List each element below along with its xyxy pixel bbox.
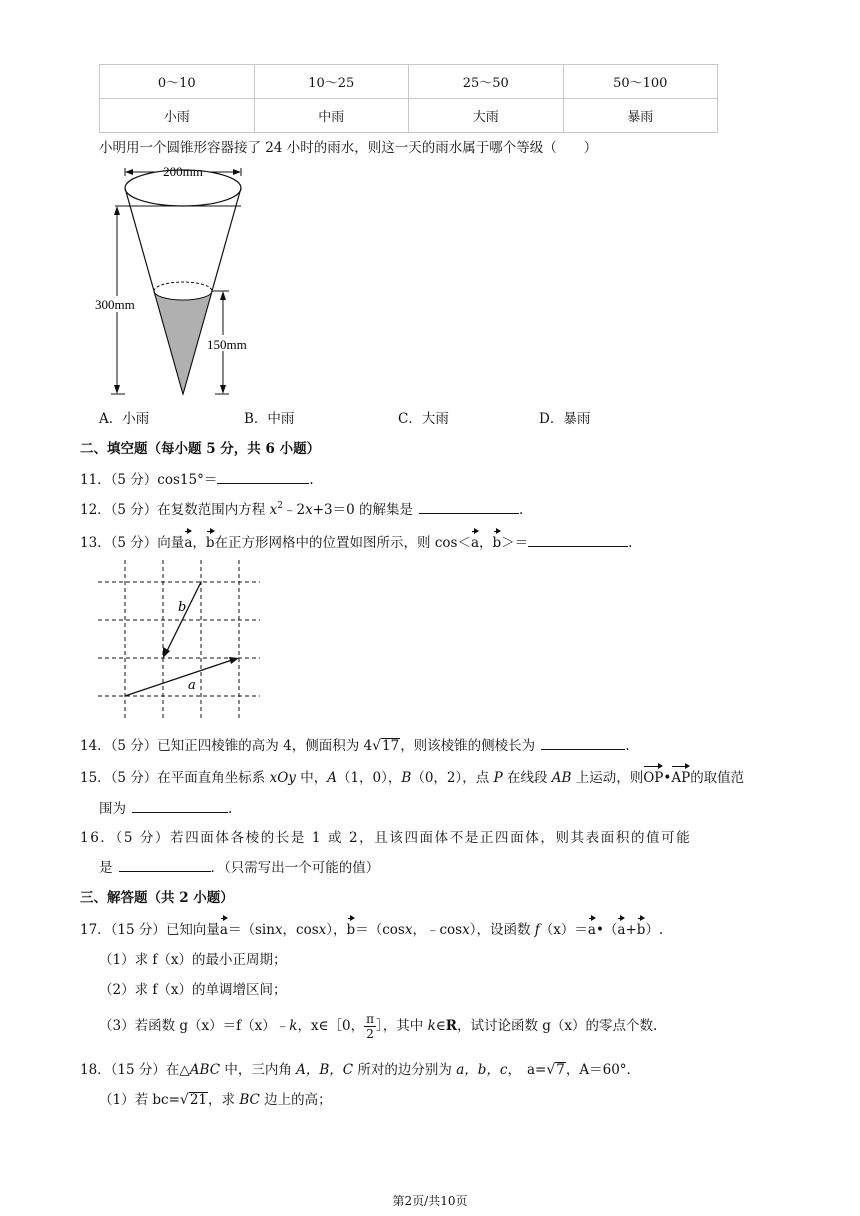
q17-var: k: [289, 1018, 298, 1034]
q17-text: ，试讨论函数 g（x）的零点个数.: [457, 1018, 658, 1034]
question-15: [80, 766, 744, 786]
q17-part-2: （2）求 f（x）的单调增区间；: [99, 982, 287, 998]
q17-text: ，其中: [382, 1018, 428, 1034]
q13-text: 13．（5 分）向量: [80, 535, 185, 551]
q13-text: 在正方形网格中的位置如图所示，则 cos＜: [214, 535, 471, 551]
answer-blank: [419, 499, 519, 514]
question-17: [80, 918, 663, 938]
cone-figure: [95, 160, 275, 400]
q15-text: 15．（5 分）在平面直角坐标系: [80, 770, 270, 786]
q15-var: B: [401, 770, 412, 786]
q15-var: xOy: [269, 770, 296, 786]
answer-blank: [119, 857, 211, 872]
table-cell: 中雨: [254, 99, 409, 133]
table-row: [100, 65, 718, 99]
q11-text: 11．（5 分）cos15°＝: [80, 472, 218, 488]
q15-text: 上运动，则: [571, 770, 644, 786]
q17-var: x: [318, 922, 327, 938]
q12-suffix: .: [518, 502, 524, 518]
q17-var: x: [274, 922, 283, 938]
answer-blank: [541, 735, 625, 750]
q17-text: •（: [595, 922, 618, 938]
q17-text: ），设函数: [469, 922, 535, 938]
q15-text: 在线段: [502, 770, 552, 786]
q18-var: A，B，C: [296, 1062, 354, 1078]
page-number: 第2页/共10页: [392, 1194, 468, 1208]
vector-a: a: [470, 535, 480, 551]
q18-text: （1）若: [99, 1092, 153, 1108]
rain-level-table: [99, 64, 718, 133]
section-title: 二、填空题（每小题 5 分，共 6 小题）: [80, 441, 321, 457]
q15-var: A: [327, 770, 337, 786]
table-cell: 50～100: [563, 65, 718, 99]
answer-blank: [217, 469, 309, 484]
q17-interval: x∈［0，: [310, 1018, 365, 1034]
q17-text: ∈: [435, 1018, 446, 1034]
q12-text: ﹣2: [282, 502, 306, 518]
q10-stem: 小明用一个圆锥形容器接了 24 小时的雨水，则这一天的雨水属于哪个等级（ ）: [99, 140, 598, 156]
vector-a: a: [617, 922, 626, 938]
water-height-label: 150mm: [207, 337, 247, 352]
q15-var: P: [493, 770, 503, 786]
vector-grid-figure: [98, 558, 266, 720]
q17-text: （x）＝: [539, 922, 588, 938]
q14-text: ，则该棱锥的侧棱长为: [400, 738, 536, 754]
q13-text: ，: [192, 535, 206, 551]
q16-text: ．（只需写出一个可能的值）: [210, 860, 380, 876]
table-cell: 0～10: [100, 65, 255, 99]
q15-text: 围为: [99, 801, 126, 817]
q16-text: 是: [99, 860, 113, 876]
q15-text: 中，: [295, 770, 328, 786]
q17-part-3: [99, 1012, 657, 1041]
q17-text: ）.: [645, 922, 664, 938]
question-11: [80, 468, 314, 488]
table-row: [100, 99, 718, 133]
q13-text: ＞＝: [501, 535, 529, 551]
q18-text: 所对的边分别为: [353, 1062, 457, 1078]
q12-text: 12．（5 分）在复数范围内方程: [80, 502, 270, 518]
q13-text: ，: [479, 535, 493, 551]
vector-b: b: [346, 922, 356, 938]
q15-suffix: .: [228, 801, 233, 817]
table-cell: 暴雨: [563, 99, 718, 133]
q17-var: x: [404, 922, 413, 938]
q17-var: f: [534, 922, 540, 938]
q14-text: 14．（5 分）已知正四棱锥的高为 4，侧面积为 4: [80, 738, 373, 754]
height-label: 300mm: [95, 297, 135, 312]
vector-b: b: [492, 535, 502, 551]
q18-var: BC: [239, 1092, 260, 1108]
q17-text: ＝（sin: [227, 922, 275, 938]
q17-text: ，cos: [282, 922, 319, 938]
option-c: C．大雨: [398, 411, 449, 427]
q17-text: （3）若函数 g（x）＝f（x）﹣: [99, 1018, 290, 1034]
question-16: 16．（5 分）若四面体各棱的长是 1 或 2，且该四面体不是正四面体，则其表面积的值可能: [80, 830, 692, 846]
q17-set: R: [445, 1018, 457, 1034]
q18-text: bc=: [152, 1092, 180, 1108]
q12-exponent: 2: [277, 501, 283, 511]
q18-text: ，A＝60°．: [565, 1062, 641, 1078]
option-d: D．暴雨: [539, 411, 591, 427]
answer-blank: [528, 532, 628, 547]
q17-text: ，﹣cos: [412, 922, 463, 938]
q15-text: •: [663, 770, 672, 786]
vector-a: a: [219, 922, 228, 938]
diameter-label: 200mm: [163, 164, 203, 179]
q17-text: ，: [297, 1018, 311, 1034]
q15-text: （0，2），点: [411, 770, 494, 786]
q17-var: k: [427, 1018, 436, 1034]
q17-text: ），: [326, 922, 347, 938]
vector-ap: AP: [671, 770, 691, 786]
q18-var: ABC: [189, 1062, 221, 1078]
q12-var: x: [305, 502, 313, 518]
table-cell: 大雨: [409, 99, 564, 133]
q11-suffix: .: [309, 472, 314, 488]
question-12: [80, 498, 523, 518]
q15-var: AB: [551, 770, 572, 786]
q18-part-1: （1）若 bc=√21，求 BC 边上的高；: [99, 1092, 332, 1108]
radicand: 21: [189, 1092, 208, 1108]
q17-part-1: （1）求 f（x）的最小正周期；: [99, 952, 287, 968]
radicand: 7: [556, 1062, 565, 1078]
q17-text: 17．（15 分）已知向量: [80, 922, 220, 938]
q18-text: ，求: [208, 1092, 240, 1108]
label-b: b: [178, 600, 187, 615]
q18-text: a=: [526, 1062, 547, 1078]
q12-var: x: [269, 502, 278, 518]
q18-text: 中，三内角: [220, 1062, 297, 1078]
q17-text: ＝（cos: [355, 922, 405, 938]
table-cell: 10～25: [254, 65, 409, 99]
question-13: [80, 531, 632, 551]
q12-text: +3＝0 的解集是: [312, 502, 413, 518]
vector-a: a: [184, 535, 193, 551]
vector-b: b: [205, 535, 215, 551]
section-title: 三、解答题（共 2 小题）: [80, 890, 234, 906]
q17-text: +: [625, 922, 637, 938]
q18-text: 18．（15 分）在△: [80, 1062, 190, 1078]
q17-interval: ］: [376, 1018, 383, 1034]
fraction-denominator: 2: [366, 1027, 374, 1041]
question-16-line2: [99, 856, 379, 876]
question-18: 18．（15 分）在△ABC 中，三内角 A，B，C 所对的边分别为 a，b，c， a=√7，A＝60°．: [80, 1062, 641, 1078]
vector-a: a: [587, 922, 596, 938]
q13-suffix: .: [628, 535, 633, 551]
fraction-numerator: π: [366, 1012, 375, 1026]
table-cell: 小雨: [100, 99, 255, 133]
q18-text: 边上的高；: [259, 1092, 332, 1108]
q18-text: ，: [507, 1062, 521, 1078]
vector-op: OP: [643, 770, 664, 786]
question-15-line2: [99, 797, 232, 817]
label-a: a: [188, 678, 196, 693]
pi-over-two: [364, 1012, 376, 1041]
question-14: 14．（5 分）已知正四棱锥的高为 4，侧面积为 4√17，则该棱锥的侧棱长为 .: [80, 734, 629, 754]
q17-var: x: [462, 922, 470, 938]
option-b: B．中雨: [244, 411, 295, 427]
q15-text: （1，0），: [336, 770, 402, 786]
q15-text: 的取值范: [690, 770, 745, 786]
q18-var: a，b，c: [456, 1062, 508, 1078]
option-a: A．小雨: [99, 411, 150, 427]
q14-suffix: .: [625, 738, 630, 754]
table-cell: 25～50: [409, 65, 564, 99]
vector-b: b: [636, 922, 646, 938]
radicand: 17: [382, 738, 400, 754]
answer-blank: [132, 798, 228, 813]
